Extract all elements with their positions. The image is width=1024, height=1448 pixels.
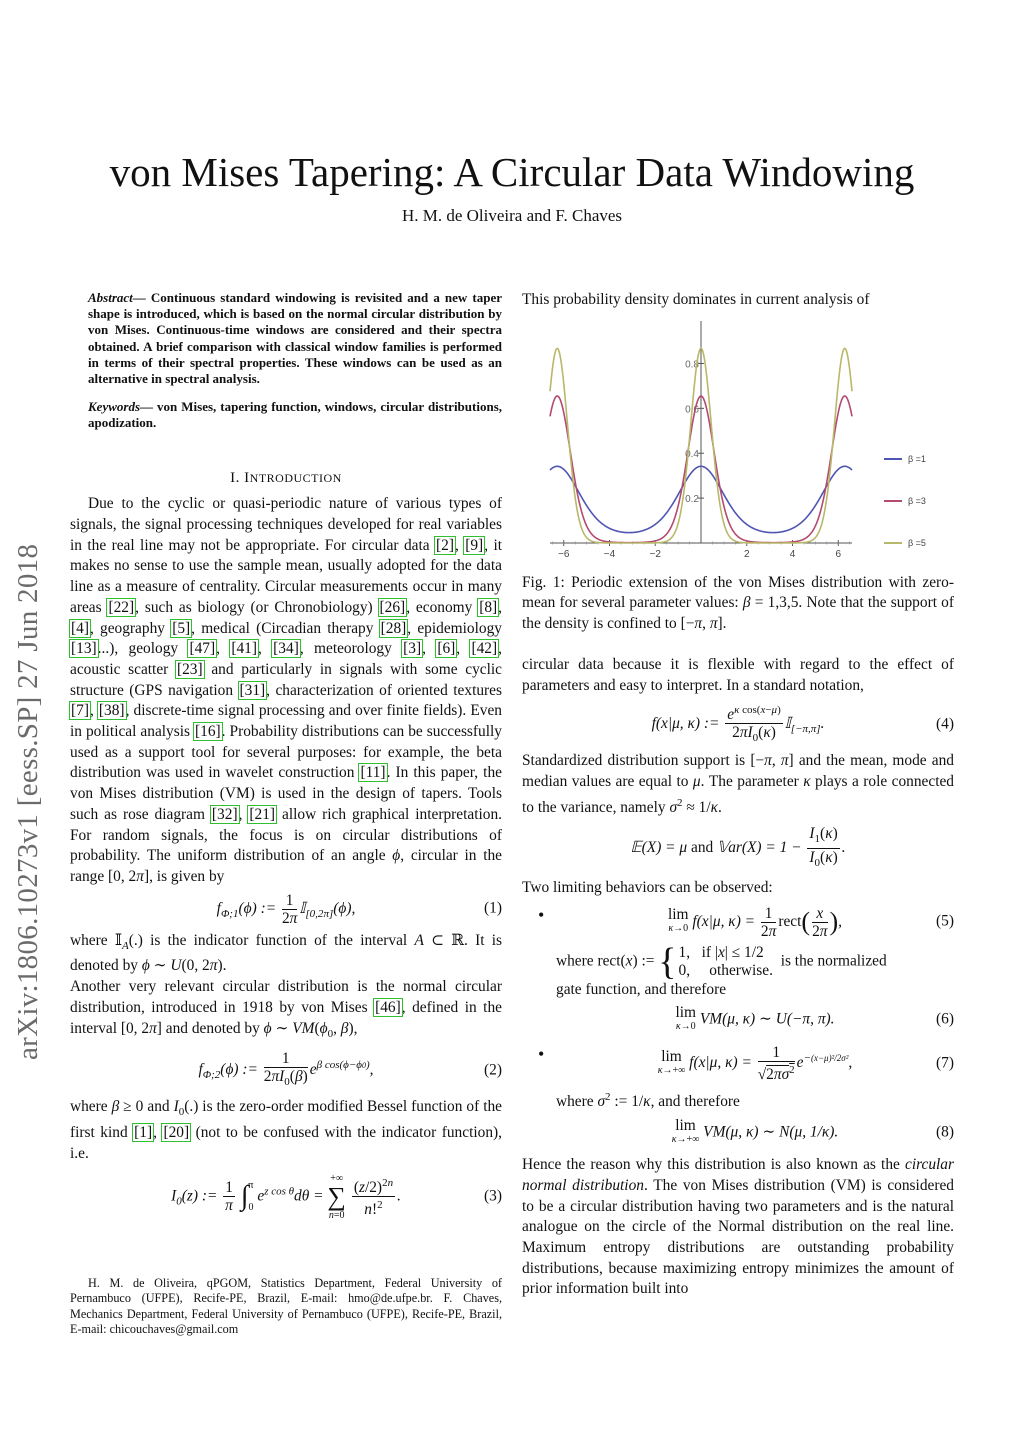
citation-link[interactable]: [26] [379, 598, 406, 616]
x-tick-label: 2 [743, 548, 750, 560]
paragraph-circular-normal: Hence the reason why this distribution is also known as the circular normal distribution. The von Mises distribution (VM) is considered to be a circular distribution having two parameters and is the natural analogue on the circle of the Normal distribution on the real line. Maximum entropy distributions are outstanding probability distributions, because maximizing entropy minimizes the amount of prior information built into [522, 1156, 954, 1298]
citation-link[interactable]: [46] [375, 998, 401, 1016]
citation-link[interactable]: [23] [176, 660, 203, 678]
equation-2: $f_{\Phi;2}(\phi)$ := $\frac{1}{2\pi I_0(\beta)}$ $e^{\beta cos(\phi-\phi 0)}$, (2) [198, 1050, 502, 1089]
x-tick-label: −4 [603, 548, 616, 560]
paper-title: von Mises Tapering: A Circular Data Windowing [109, 149, 915, 195]
abstract-text: Continuous standard windowing is revisited and a new taper shape is introduced, which is based on the normal circular distribution by von Mises. Continuous-time windows are considered and their spectra obtained. A brief comparison with classical window families is performed in terms of their spectral properties. These windows can be used as an alternative in spectral analysis. [88, 290, 502, 387]
legend-label: β =1 [908, 453, 926, 464]
keywords-label: Keywords [88, 399, 140, 415]
citation-link[interactable]: [21] [249, 805, 276, 823]
citation-link[interactable]: [16] [195, 723, 221, 741]
x-tick-label: −6 [558, 548, 570, 560]
citation-link[interactable]: [32] [211, 805, 238, 823]
paragraph-circular-data: circular data because it is flexible with regard to the effect of parameters and easy to interpret. In a standard notation, [522, 655, 954, 694]
equation-3: $I_0(z)$ := $\frac{1}{\pi}$ ∫ π 0 $e^{z cos \theta}d\theta$ = +∞ ∑ n=0 $\frac{(z/2)^{2n}}{n!^2}$ . (3) [171, 1172, 502, 1221]
paragraph-limiting: Two limiting behaviors can be observed: [522, 878, 773, 896]
equation-1: $f_{\Phi;1}(\phi)$ := $\frac{1}{2\pi}$ 𝕀$_{[0,2\pi]}$(ϕ), (1) [216, 891, 502, 927]
paragraph-indicator: where 𝕀$_A$(.) is the indicator function of the interval A ⊂ ℝ. It is denoted by ϕ ∼ U(0, 2π). [70, 931, 502, 975]
equation-number: (7) [936, 1054, 954, 1072]
citation-link[interactable]: [8] [479, 598, 498, 616]
citation-link[interactable]: [6] [437, 640, 456, 658]
intro-paragraph: Due to the cyclic or quasi-periodic nature of various types of signals, the signal processing techniques developed for real variables in the real line may not be appropriate. For circular data [2], [9], it makes no sense to use the sample mean, usually adopted for the data line as a measure of centrality. Circular measurements occur in many areas [22], such as biology (or Chronobiology) [26], economy [8], [4], geography [5], medical (Circadian therapy [28], epidemiology [13]...), geology [47], [41], [34], meteorology [3], [6], [42], acoustic scatter [23] and particularly in signals with some cyclic structure (GPS navigation [31], characterization of oriented textures [7], [38], discrete-time signal processing and over finite fields). Even in political analysis [16]. Probability distributions can be successfully used as a support tool for several purposes: for example, the beta distribution was used in wavelet construction [11]. In this paper, the von Mises distribution (VM) is used in the design of tapers. Tools such as rose diagram [32], [21] allow rich graphical interpretation. For random signals, the focus is on circular distributions of probability. The uniform distribution of an angle ϕ, circular in the range [0, 2π], is given by [70, 495, 503, 885]
paper-authors: H. M. de Oliveira and F. Chaves [401, 206, 623, 225]
abstract: Abstract— Continuous standard windowing is revisited and a new taper shape is introduced, which is based on the normal circular distribution by von Mises. Continuous-time windows are considered and their spectra obtained. A brief comparison with classical window families is performed in terms of their spectral properties. These windows can be used as an alternative in spectral analysis. [88, 290, 502, 387]
citation-link[interactable]: [5] [172, 619, 191, 637]
sigma-definition: where $\sigma^2$ := 1/κ, and therefore [556, 1091, 740, 1111]
keywords: Keywords— von Mises, tapering function, windows, circular distributions, apodization. [88, 399, 502, 431]
citation-link[interactable]: [1] [134, 1124, 153, 1142]
author-footnote: H. M. de Oliveira, qPGOM, Statistics Department, Federal University of Pernambuco (UFPE), Recife-PE, Brazil, E-mail: hmo@de.ufpe.br. F. Chaves, Mechanics Department, Federal University of Pernambuco (UFPE), Recife-PE, Brazil, E-mail: chicouchaves@gmail.com [70, 1276, 502, 1336]
figure-1 [522, 311, 954, 573]
equation-number: (3) [484, 1187, 502, 1205]
equation-4: f(x|μ, κ) := $\frac{e^{\kappa cos(x-\mu)}}{2\pi I_0(\kappa)}$ 𝕀$_{[-\pi,\pi]}$. (4) [651, 704, 954, 745]
paragraph-von-mises: Another very relevant circular distribution is the normal circular distribution, introduced in 1918 by von Mises [46], defined in the interval [0, 2π] and denoted by ϕ ∼ $VM(\phi_0$, β), [70, 978, 502, 1040]
von-mises-chart [522, 311, 954, 573]
equation-number: (1) [484, 899, 502, 917]
equation-number: (6) [936, 1010, 954, 1028]
abstract-label: Abstract [88, 290, 133, 305]
citation-link[interactable]: [28] [380, 619, 407, 637]
equation-7: lim κ→+∞ f(x|μ, κ) = $\frac{1}{√2\pi\sigma^2}$ $e^{-(x-\mu)^2/2\sigma^2}$, (7) [657, 1044, 954, 1084]
citation-link[interactable]: [42] [471, 640, 498, 658]
paragraph-support: Standardized distribution support is [−π, π] and the mean, mode and median values are equal to μ. The parameter κ plays a role connected to the variance, namely $\sigma^2 \approx 1/\kappa$. [522, 752, 954, 816]
equation-number: (5) [936, 912, 954, 930]
x-tick-label: 4 [789, 548, 796, 560]
equation-number: (8) [936, 1123, 954, 1141]
citation-link[interactable]: [34] [273, 640, 299, 658]
citation-link[interactable]: [2] [436, 536, 454, 554]
arxiv-stamp: arXiv:1806.10273v1 [eess.SP] 27 Jun 2018 [12, 543, 44, 1060]
citation-link[interactable]: [3] [403, 640, 422, 658]
section-heading-introduction: I. INTRODUCTION [230, 469, 342, 486]
equation-8: lim κ→+∞ VM(μ, κ) ∼ N(μ, 1/κ). (8) [671, 1117, 954, 1146]
x-tick-label: −2 [649, 548, 661, 560]
gate-function-text: gate function, and therefore [556, 980, 727, 998]
figure-caption: Fig. 1: Periodic extension of the von Mises distribution with zero-mean for several parameter values: β = 1,3,5. Note that the support of the density is confined to [−π, π]. [522, 573, 954, 633]
y-tick-label: 0.6 [685, 404, 699, 416]
citation-link[interactable]: [7] [71, 702, 89, 720]
citation-link[interactable]: [20] [163, 1124, 190, 1142]
citation-link[interactable]: [4] [71, 619, 89, 637]
rect-definition: where rect(x) := { 1, if |x| ≤ 1/2 0, otherwise. is the normalized [556, 940, 887, 983]
y-tick-label: 0.4 [685, 448, 699, 460]
equation-6: lim κ→0 VM(μ, κ) ∼ U(−π, π). (6) [675, 1004, 954, 1033]
citation-link[interactable]: [41] [231, 640, 257, 658]
keywords-text: von Mises, tapering function, windows, circular distributions, apodization. [88, 399, 502, 431]
citation-link[interactable]: [38] [98, 702, 125, 720]
paragraph-bessel: where β ≥ 0 and $I_0(.)$ is the zero-order modified Bessel function of the first kind [1], [20] (not to be confused with the indicator function), i.e. [70, 1098, 503, 1162]
legend-label: β =3 [908, 495, 926, 506]
bullet-icon: • [538, 1044, 545, 1065]
citation-link[interactable]: [47] [189, 640, 216, 658]
citation-link[interactable]: [22] [108, 598, 135, 616]
equation-5: lim κ→0 f(x|μ, κ) = $\frac{1}{2\pi}$ rect( $\frac{x}{2\pi}$ ), (5) [667, 904, 954, 940]
citation-link[interactable]: [11] [360, 764, 386, 782]
legend-label: β =5 [908, 537, 926, 548]
citation-link[interactable]: [31] [239, 681, 266, 699]
equation-number: (4) [936, 715, 954, 733]
x-tick-label: 6 [835, 548, 842, 560]
bullet-item-2 [522, 1044, 954, 1147]
bullet-icon: • [538, 904, 545, 925]
citation-link[interactable]: [13] [71, 640, 97, 658]
right-column [522, 290, 954, 1300]
equation-mean-variance: 𝔼(X) = μ and 𝕍ar(X) = 1 − $\frac{I_1(\kappa)}{I_0(\kappa)}$ . [630, 824, 846, 869]
left-column [70, 290, 502, 1229]
citation-link[interactable]: [9] [465, 536, 484, 554]
bullet-item-1 [522, 905, 954, 1035]
right-top-line: This probability density dominates in current analysis of [522, 291, 870, 308]
y-tick-label: 0.2 [685, 493, 699, 505]
y-tick-label: 0.8 [685, 359, 699, 371]
equation-number: (2) [484, 1061, 502, 1079]
